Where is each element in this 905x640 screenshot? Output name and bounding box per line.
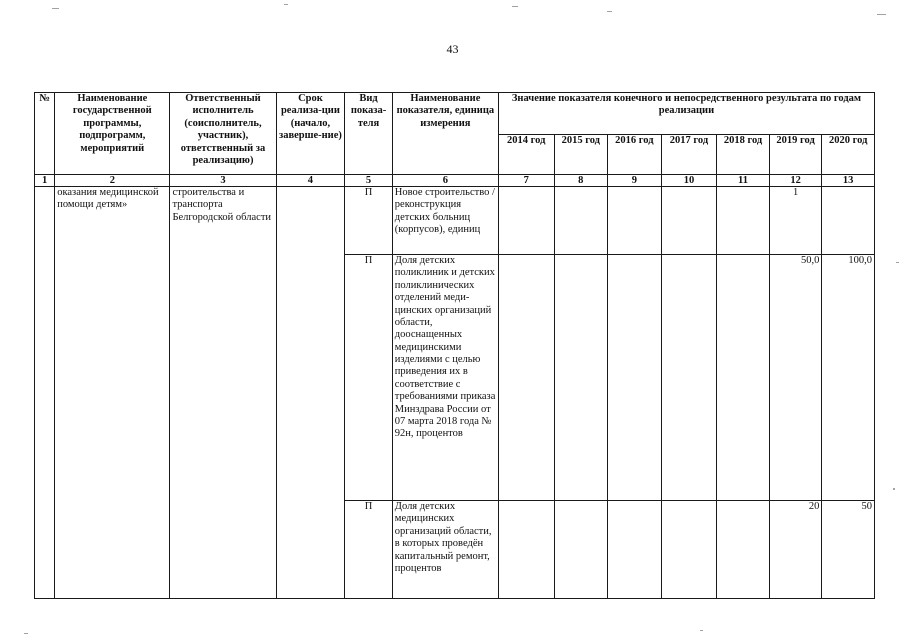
indicator-type-cell: П: [345, 187, 393, 255]
header-indicator-type: Вид показа-теля: [345, 93, 393, 175]
column-number: 4: [276, 175, 345, 187]
header-term: Срок реализа-ции (начало, заверше-ние): [276, 93, 345, 175]
value-cell: [498, 255, 554, 501]
indicator-name-cell: Доля детских поликлиник и детских поликлинических отделений меди-цинских организаций области, дооснащенных медицинскими изделиями с целью приведения их в соответствие с требованиями приказа Минздрава России от 07 марта 2018 года № 92н, процентов: [392, 255, 498, 501]
header-year: 2016 год: [608, 135, 662, 175]
header-year: 2017 год: [661, 135, 717, 175]
value-cell: [554, 187, 608, 255]
column-number: 8: [554, 175, 608, 187]
column-number: 11: [717, 175, 770, 187]
value-cell: [822, 187, 875, 255]
column-number: 5: [345, 175, 393, 187]
value-cell: [661, 501, 717, 599]
column-number: 1: [35, 175, 55, 187]
indicator-type-cell: П: [345, 255, 393, 501]
program-name-cell: оказания медицинской помощи детям»: [55, 187, 170, 599]
column-number: 3: [170, 175, 276, 187]
header-values-group: Значение показателя конечного и непосредственного результата по годам реализации: [498, 93, 874, 135]
header-indicator-name: Наименование показателя, единица измерения: [392, 93, 498, 175]
header-year: 2015 год: [554, 135, 608, 175]
value-cell: [498, 501, 554, 599]
value-cell: [554, 255, 608, 501]
executor-cell: строительства и транспорта Белгородской области: [170, 187, 276, 599]
value-cell: [608, 187, 662, 255]
value-cell: [661, 187, 717, 255]
indicator-table: [34, 92, 875, 599]
column-number: 2: [55, 175, 170, 187]
column-number: 12: [769, 175, 822, 187]
indicator-name-cell: Новое строительство / реконструкция детских больниц (корпусов), единиц: [392, 187, 498, 255]
column-number: 7: [498, 175, 554, 187]
indicator-name-cell: Доля детских медицинских организаций области, в которых проведён капитальный ремонт, процентов: [392, 501, 498, 599]
header-year: 2018 год: [717, 135, 770, 175]
column-number: 9: [608, 175, 662, 187]
value-cell: [498, 187, 554, 255]
value-cell: 100,0: [822, 255, 875, 501]
indicator-table-frame: [34, 92, 875, 599]
column-number: 10: [661, 175, 717, 187]
value-cell: 20: [769, 501, 822, 599]
value-cell: [717, 187, 770, 255]
header-year: 2014 год: [498, 135, 554, 175]
column-number: 13: [822, 175, 875, 187]
table-row: [35, 187, 875, 255]
indicator-type-cell: П: [345, 501, 393, 599]
header-executor: Ответственный исполнитель (соисполнитель, участник), ответственный за реализацию): [170, 93, 276, 175]
value-cell: 50: [822, 501, 875, 599]
value-cell: [554, 501, 608, 599]
value-cell: [608, 255, 662, 501]
header-year: 2019 год: [769, 135, 822, 175]
row-number-cell: [35, 187, 55, 599]
value-cell: [661, 255, 717, 501]
header-number: №: [35, 93, 55, 175]
page-number: 43: [446, 42, 459, 56]
value-cell: [717, 255, 770, 501]
value-cell: [608, 501, 662, 599]
column-number: 6: [392, 175, 498, 187]
value-cell: [717, 501, 770, 599]
header-program-name: Наименование государственной программы, подпрограмм, мероприятий: [55, 93, 170, 175]
value-cell: 1: [769, 187, 822, 255]
term-cell: [276, 187, 345, 599]
header-year: 2020 год: [822, 135, 875, 175]
value-cell: 50,0: [769, 255, 822, 501]
